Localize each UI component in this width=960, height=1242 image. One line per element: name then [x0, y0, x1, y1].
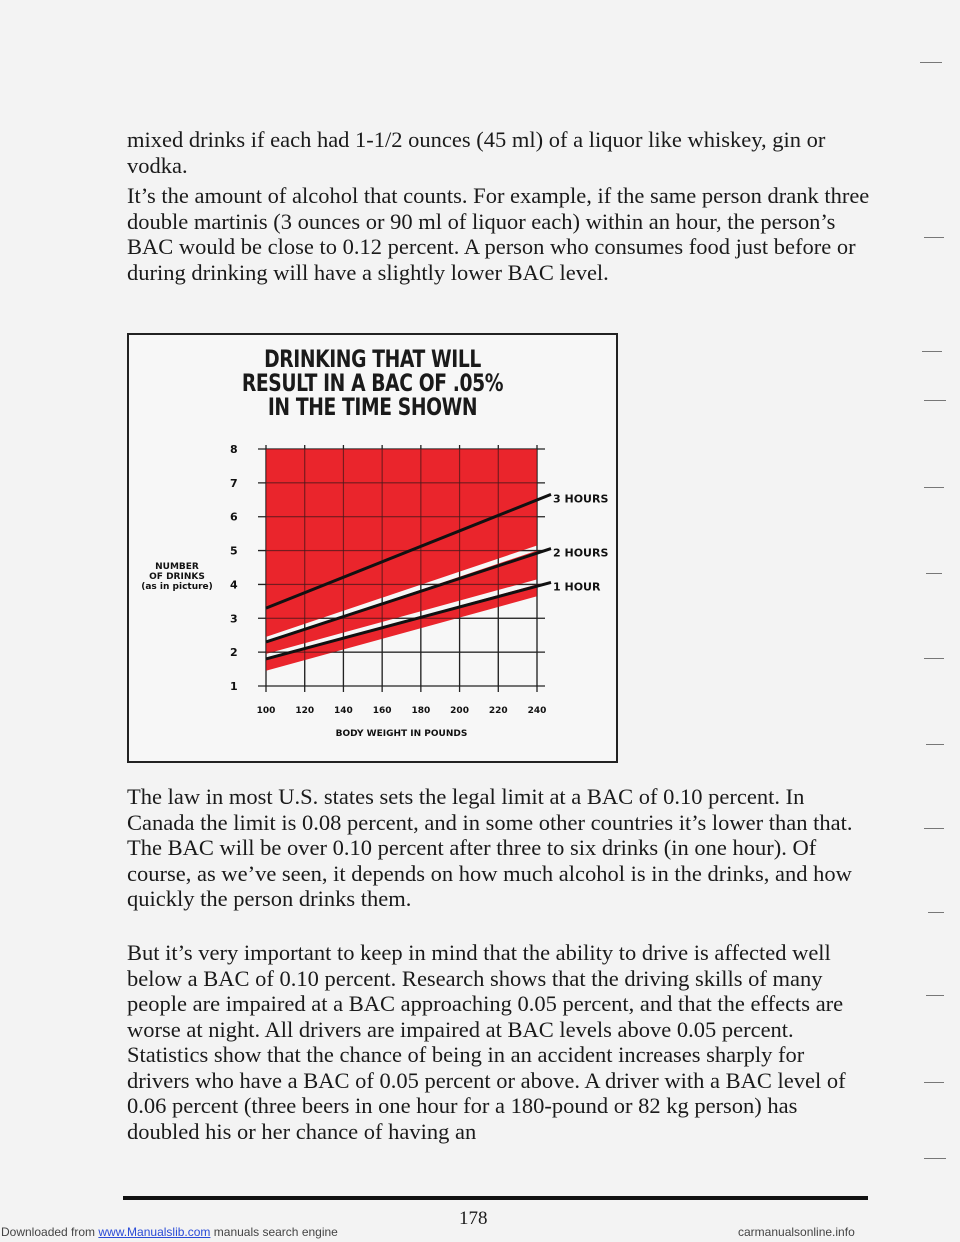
margin-mark [926, 995, 944, 996]
y-tick-label: 8 [230, 443, 238, 456]
y-tick-label: 5 [230, 544, 238, 558]
chart-title-line-3: IN THE TIME SHOWN [267, 393, 478, 421]
series-label: 2 HOURS [553, 546, 609, 560]
x-tick-label: 240 [527, 706, 547, 716]
x-tick-label: 140 [334, 706, 353, 716]
x-tick-label: 160 [372, 706, 392, 716]
margin-mark [928, 912, 944, 913]
margin-mark [922, 351, 942, 352]
paragraph-2: It’s the amount of alcohol that counts. For example, if the same person drank three double martinis (3 ounces or 90 ml of liquor each) within an hour, the person’s BAC would be close to 0.12 percent. A person who consumes food just before or during drinking will have a slightly lower BAC level. [127, 183, 870, 285]
margin-mark [920, 62, 942, 63]
y-tick-label: 7 [230, 476, 238, 490]
paragraph-4: But it’s very important to keep in mind that the ability to drive is affected well below a BAC of 0.10 percent. Research shows that the driving skills of many people are impaired at a BAC approaching 0.05 percent, and that the effects are worse at night. All drivers are impaired at BAC levels above 0.05 percent. Statistics show that the chance of being in an accident increases sharply for drivers who have a BAC of 0.05 percent or above. A driver with a BAC level of 0.06 percent (three beers in one hour for a 180-pound or 82 kg person) has doubled his or her chance of having an [127, 940, 846, 1144]
y-axis-label-line: (as in picture) [141, 582, 213, 592]
y-axis-label-line: OF DRINKS [149, 572, 205, 582]
margin-mark [924, 658, 944, 659]
page-number: 178 [459, 1208, 488, 1229]
download-credit-suffix: manuals search engine [210, 1225, 338, 1239]
x-axis-label: BODY WEIGHT IN POUNDS [335, 729, 468, 739]
margin-mark [924, 237, 944, 238]
x-tick-label: 180 [411, 706, 431, 716]
download-credit-prefix: Downloaded from [1, 1225, 99, 1239]
y-tick-label: 6 [230, 510, 238, 524]
download-credit [1, 1225, 338, 1239]
y-axis-label-line: NUMBER [155, 562, 199, 572]
paragraph-1: mixed drinks if each had 1-1/2 ounces (45 ml) of a liquor like whiskey, gin or vodka. [127, 127, 826, 178]
x-tick-label: 100 [256, 706, 276, 716]
y-tick-label: 1 [230, 680, 238, 693]
bac-chart [127, 333, 618, 763]
y-tick-label: 4 [230, 578, 238, 592]
x-tick-label: 220 [488, 706, 508, 716]
y-tick-label: 2 [230, 646, 238, 660]
y-tick-label: 3 [230, 612, 238, 626]
margin-mark [924, 1158, 946, 1159]
margin-mark [926, 573, 942, 574]
series-label: 3 HOURS [553, 492, 609, 506]
footer-rule [123, 1196, 868, 1200]
x-tick-label: 200 [450, 706, 469, 716]
watermark-site: carmanualsonline.info [738, 1225, 855, 1239]
margin-mark [924, 828, 944, 829]
x-tick-label: 120 [295, 706, 315, 716]
series-label: 1 HOUR [553, 580, 601, 594]
chart-title-line-1: DRINKING THAT WILL [264, 345, 481, 373]
chart-plot [129, 335, 616, 761]
paragraph-3: The law in most U.S. states sets the legal limit at a BAC of 0.10 percent. In Canada the limit is 0.08 percent, and in some other countries it’s lower than that. The BAC will be over 0.10 percent after three to six drinks (in one hour). Of course, as we’ve seen, it depends on how much alcohol is in the drinks, and how quickly the person drinks them. [127, 784, 853, 911]
margin-mark [924, 487, 944, 488]
chart-title-line-2: RESULT IN A BAC OF .05% [241, 369, 504, 397]
manualslib-link[interactable]: www.Manualslib.com [98, 1225, 211, 1239]
margin-mark [926, 744, 944, 745]
margin-mark [924, 1082, 944, 1083]
margin-mark [924, 400, 946, 401]
